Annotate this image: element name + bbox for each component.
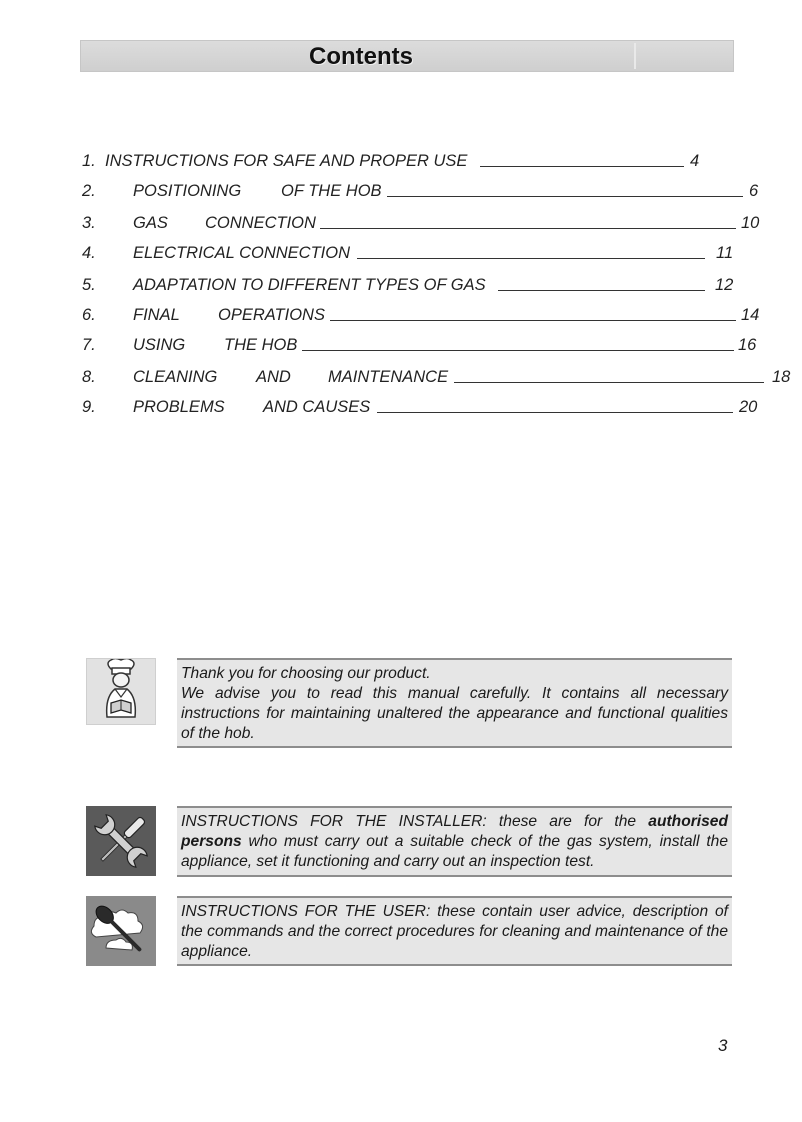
- toc-item-using-hob[interactable]: [82, 334, 782, 356]
- installer-text-end: who must carry out a suitable check of the gas system, install the appliance, set it functioning and carry out an inspection test.: [181, 833, 728, 870]
- toc-title: ELECTRICAL CONNECTION: [133, 244, 350, 262]
- toc-number: 3.: [82, 214, 96, 232]
- installer-text: [181, 812, 728, 872]
- installer-text-start: INSTRUCTIONS FOR THE INSTALLER: these are for the: [181, 813, 649, 830]
- toc-item-cleaning[interactable]: [82, 366, 794, 388]
- toc-page: 12: [715, 276, 734, 294]
- toc-item-gas-connection[interactable]: [82, 212, 782, 234]
- toc-leader: [357, 242, 705, 259]
- toc-title: MAINTENANCE: [328, 368, 449, 386]
- thanks-line: Thank you for choosing our product.: [181, 665, 431, 682]
- toc-page: 11: [716, 244, 734, 262]
- page-title: Contents: [309, 43, 413, 70]
- toc-item-gas-adaptation[interactable]: [82, 274, 782, 296]
- toc-page: 18: [772, 368, 791, 386]
- user-text: INSTRUCTIONS FOR THE USER: these contain user advice, description of the commands and the correct procedures for cleaning and maintenance of the appliance.: [181, 903, 728, 960]
- toc-page: 14: [741, 306, 760, 324]
- toc-title: CLEANING: [133, 368, 218, 386]
- toc-leader: [387, 180, 743, 197]
- toc-leader: [320, 212, 736, 229]
- toc-number: 9.: [82, 398, 96, 416]
- toc-title: OF THE HOB: [281, 182, 382, 200]
- installer-note: [177, 806, 732, 877]
- toc-item-problems[interactable]: [82, 396, 782, 418]
- toc-title: PROBLEMS: [133, 398, 225, 416]
- toc-leader: [480, 150, 684, 167]
- toc-title: ADAPTATION TO DIFFERENT TYPES OF GAS: [133, 276, 486, 294]
- chef-icon: [86, 658, 156, 725]
- toc-leader: [330, 304, 736, 321]
- toc-page: 16: [738, 336, 757, 354]
- toc-page: 10: [741, 214, 760, 232]
- toc-page: 6: [749, 182, 759, 200]
- toc-title: FINAL: [133, 306, 180, 324]
- spoon-icon: [86, 896, 156, 966]
- toc-leader: [377, 396, 733, 413]
- toc-title: AND CAUSES: [263, 398, 371, 416]
- tools-icon: [86, 806, 156, 876]
- thanks-note: [177, 658, 732, 748]
- toc-item-positioning[interactable]: [82, 180, 782, 202]
- toc-number: 2.: [82, 182, 96, 200]
- toc-leader: [454, 366, 764, 383]
- toc-title: OPERATIONS: [218, 306, 325, 324]
- toc-leader: [302, 334, 734, 351]
- toc-number: 8.: [82, 368, 96, 386]
- toc-title: USING: [133, 336, 186, 354]
- user-note: [177, 896, 732, 966]
- toc-number: 5.: [82, 276, 96, 294]
- contents-header: [80, 40, 734, 72]
- toc-title: GAS: [133, 214, 168, 232]
- toc-title: THE HOB: [224, 336, 298, 354]
- toc-page: 4: [690, 152, 700, 170]
- toc-number: 4.: [82, 244, 96, 262]
- toc-title: POSITIONING: [133, 182, 242, 200]
- toc-item-final-operations[interactable]: [82, 304, 782, 326]
- advice-text: We advise you to read this manual carefully. It contains all necessary instructions for maintaining unaltered the appearance and functional qualities of the hob.: [181, 685, 728, 742]
- toc-number: 1.: [82, 152, 96, 170]
- toc-number: 6.: [82, 306, 96, 324]
- toc-title: AND: [256, 368, 291, 386]
- installer-text-bold: authorised persons: [181, 813, 728, 850]
- toc-title: CONNECTION: [205, 214, 316, 232]
- toc-item-electrical-connection[interactable]: [82, 242, 782, 264]
- toc-title: INSTRUCTIONS FOR SAFE AND PROPER USE: [105, 152, 468, 170]
- toc-leader: [498, 274, 705, 291]
- toc-item-safe-use[interactable]: [82, 150, 782, 172]
- toc-number: 7.: [82, 336, 96, 354]
- toc-page: 20: [739, 398, 758, 416]
- page-number: 3: [718, 1036, 728, 1055]
